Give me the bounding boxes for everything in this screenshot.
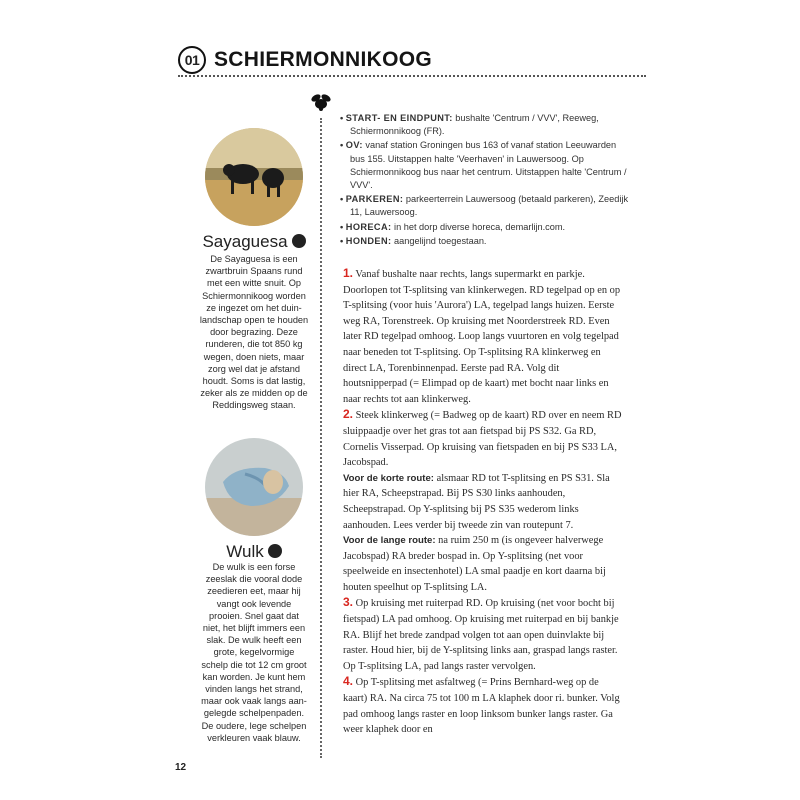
info-label: HONDEN: — [345, 235, 392, 246]
route-step — [343, 266, 623, 407]
bullet-icon: • — [340, 235, 346, 246]
route-step — [343, 595, 623, 674]
info-text: aangelijnd toegestaan. — [391, 235, 487, 246]
cows-text-line: houdt. Soms is dat lastig, — [202, 376, 306, 387]
cows-text-line: zwartbruin Spaans rund — [205, 266, 303, 277]
whelk-text-line: slak. De wulk heeft een — [206, 635, 302, 646]
cows-text-line: Reddingsweg staan. — [212, 400, 296, 411]
whelk-text-line: De wulk is een forse — [212, 562, 296, 572]
info-item — [340, 221, 630, 234]
info-label: PARKEREN: — [345, 194, 404, 205]
header-divider — [178, 75, 646, 77]
shell-marker-icon — [268, 544, 282, 558]
whelk-text-line: vangt ook levende — [216, 598, 292, 609]
whelk-text-line: verkleuren vaak blauw. — [207, 732, 301, 743]
cows-text-line: landschap open te houden — [199, 315, 309, 326]
bullet-icon: • — [340, 221, 346, 232]
route-step — [343, 407, 623, 470]
info-item — [340, 139, 630, 192]
whelk-description — [196, 561, 312, 744]
route-step — [343, 533, 623, 595]
column-divider — [320, 118, 322, 758]
cows-text-line: met een witte snuit. Op — [207, 278, 301, 289]
whelk-text-line: schelp die tot 12 cm groot — [201, 659, 307, 670]
info-label: OV: — [345, 140, 363, 151]
cows-photo — [205, 128, 303, 226]
info-text: vanaf station Groningen bus 163 of vanaf station Leeuwarden bus 155. Uitstappen halte 'Veerhaven' in Lauwersoog. Op Schiermonnikoog bus naar het centrum. Uitstappen halte 'Centrum / VVV'. — [350, 140, 627, 191]
whelk-title — [198, 542, 310, 562]
bee-icon — [308, 92, 334, 112]
route-step-heading: Voor de korte route: — [343, 472, 434, 484]
practical-info — [340, 112, 630, 249]
info-item — [340, 235, 630, 248]
chapter-number-badge: 01 — [178, 46, 206, 74]
cows-title — [198, 232, 310, 252]
info-label: START- EN EINDPUNT: — [345, 113, 453, 123]
route-step-number: 1. — [343, 266, 354, 280]
cows-text-line: Schiermonnikoog worden — [202, 290, 306, 301]
chapter-title: SCHIERMONNIKOOG — [214, 48, 433, 71]
route-step-number: 3. — [343, 595, 354, 610]
info-text: bushalte 'Centrum / VVV', Reeweg, Schiermonnikoog (FR). — [350, 113, 599, 137]
route-step-text: alsmaar RD tot T-splitsing en PS S31. Sla hier RA, Scheepstrapad. Bij PS S30 links aanhouden, Scheepstrapad. Op Y-splitsing bij PS S35 wederom links aanhouden. Lees verder bij tweede zin van routepunt 7. — [343, 472, 610, 531]
whelk-text-line: prooien. Snel gaat dat — [209, 610, 299, 621]
cow-marker-icon — [292, 234, 306, 248]
cows-text-line: ze ingezet om het duin- — [206, 302, 302, 313]
whelk-text-line: vinden langs het strand, — [205, 684, 303, 695]
route-step — [343, 471, 623, 533]
route-step-number: 4. — [343, 674, 354, 689]
info-item — [340, 112, 630, 138]
cows-text-line: De Sayaguesa is een — [210, 254, 298, 264]
whelk-text-line: maar ook vaak langs aan- — [201, 696, 307, 707]
cows-text-line: wegen, doen niets, maar — [203, 351, 305, 362]
route-step-text: Steek klinkerweg (= Badweg op de kaart) RD over en neem RD sluippaadje over het gras tot aan fietspad bij PS S32. Ga RD, Cornelis Visserpad. Op kruising van fietspaden en bij PS S33 LA, Jacobspad. — [343, 410, 622, 469]
cows-text-line: door begrazing. Deze — [210, 327, 298, 338]
whelk-text-line: De oudere, lege schelpen — [201, 720, 307, 731]
route-step-text: Op kruising met ruiterpad RD. Op kruising (net voor bocht bij fietspad) LA pad omhoog. Op kruising met ruiterpad en bij bankje RA. Blijf het brede zandpad volgen tot aan open duinvlakte bij raster. Houd hier, bij de Y-splitsing links aan, graspad langs raster. Op T-splitsing LA, pad langs raster vervolgen. — [343, 598, 619, 672]
whelk-text-line: niet, het blijft immers een — [202, 623, 306, 634]
whelk-text-line: gelegde schelpenpaden. — [203, 708, 305, 719]
route-step-text: na ruim 250 m (is ongeveer halverwege Jacobspad) RA breder bospad in. Op Y-splitsing (net voor speelweide en insectenhotel) LA smal paadje en kort daarna bij houten speelhut op T-splitsing LA. — [343, 535, 606, 593]
bullet-icon: • — [340, 140, 346, 151]
whelk-text-line: zeedieren eet, maar hij — [207, 586, 301, 597]
cows-text-line: runderen, die tot 850 kg — [205, 339, 303, 350]
cows-title-text: Sayaguesa — [202, 232, 288, 251]
route-step-text: Vanaf bushalte naar rechts, langs supermarkt en parkje. Doorlopen tot T-splitsing van klinkerwegen. RD tegelpad op en op T-splitsing (voor huis 'Aurora') LA, tegelpad langs huizen. Eerste weg RA, Torenstreek. Op kruising met Noorderstreek RD. Even later RD tegelpad omhoog. Loop langs vuurtoren en volg tegelpad naar beneden tot T-splitsing. Op T-splitsing RA klinkerweg en direct LA, Torenbinnenpad. Eerste pad RA. Volg dit houtsnipperpad (= Elimpad op de kaart) met bocht naar links en naar rechts tot aan klinkerweg. — [343, 269, 621, 405]
bullet-icon: • — [340, 194, 346, 205]
cows-text-line: zeker als ze midden op de — [200, 388, 308, 399]
cows-text-line: zorg wel dat je afstand — [208, 363, 300, 374]
cows-description — [196, 253, 312, 412]
info-text: in het dorp diverse horeca, demarlijn.com. — [391, 221, 566, 232]
whelk-text-line: zeeslak die vooral dode — [205, 574, 303, 585]
whelk-text-line: grote, kegelvormige — [213, 647, 295, 658]
route-step — [343, 674, 623, 737]
route-step-number: 2. — [343, 407, 354, 422]
whelk-title-text: Wulk — [226, 542, 264, 561]
whelk-text-line: kan worden. Je kunt hem — [202, 671, 306, 682]
info-text: parkeerterrein Lauwersoog (betaald parkeren), Zeedijk 11, Lauwersoog. — [350, 194, 629, 218]
info-item — [340, 193, 630, 219]
route-step-text: Op T-splitsing met asfaltweg (= Prins Bernhard-weg op de kaart) RA. Na circa 75 tot 100 m LA klaphek door ri. bunker. Volg pad omhoog langs raster en loop linksom bunker langs raster. Ga weer klaphek door en — [343, 677, 620, 736]
page-number: 12 — [175, 762, 187, 773]
info-label: HORECA: — [345, 221, 392, 232]
route-step-heading: Voor de lange route: — [343, 535, 436, 547]
bullet-icon: • — [340, 113, 346, 123]
whelk-shell-photo — [205, 438, 303, 536]
route-description — [343, 266, 623, 738]
